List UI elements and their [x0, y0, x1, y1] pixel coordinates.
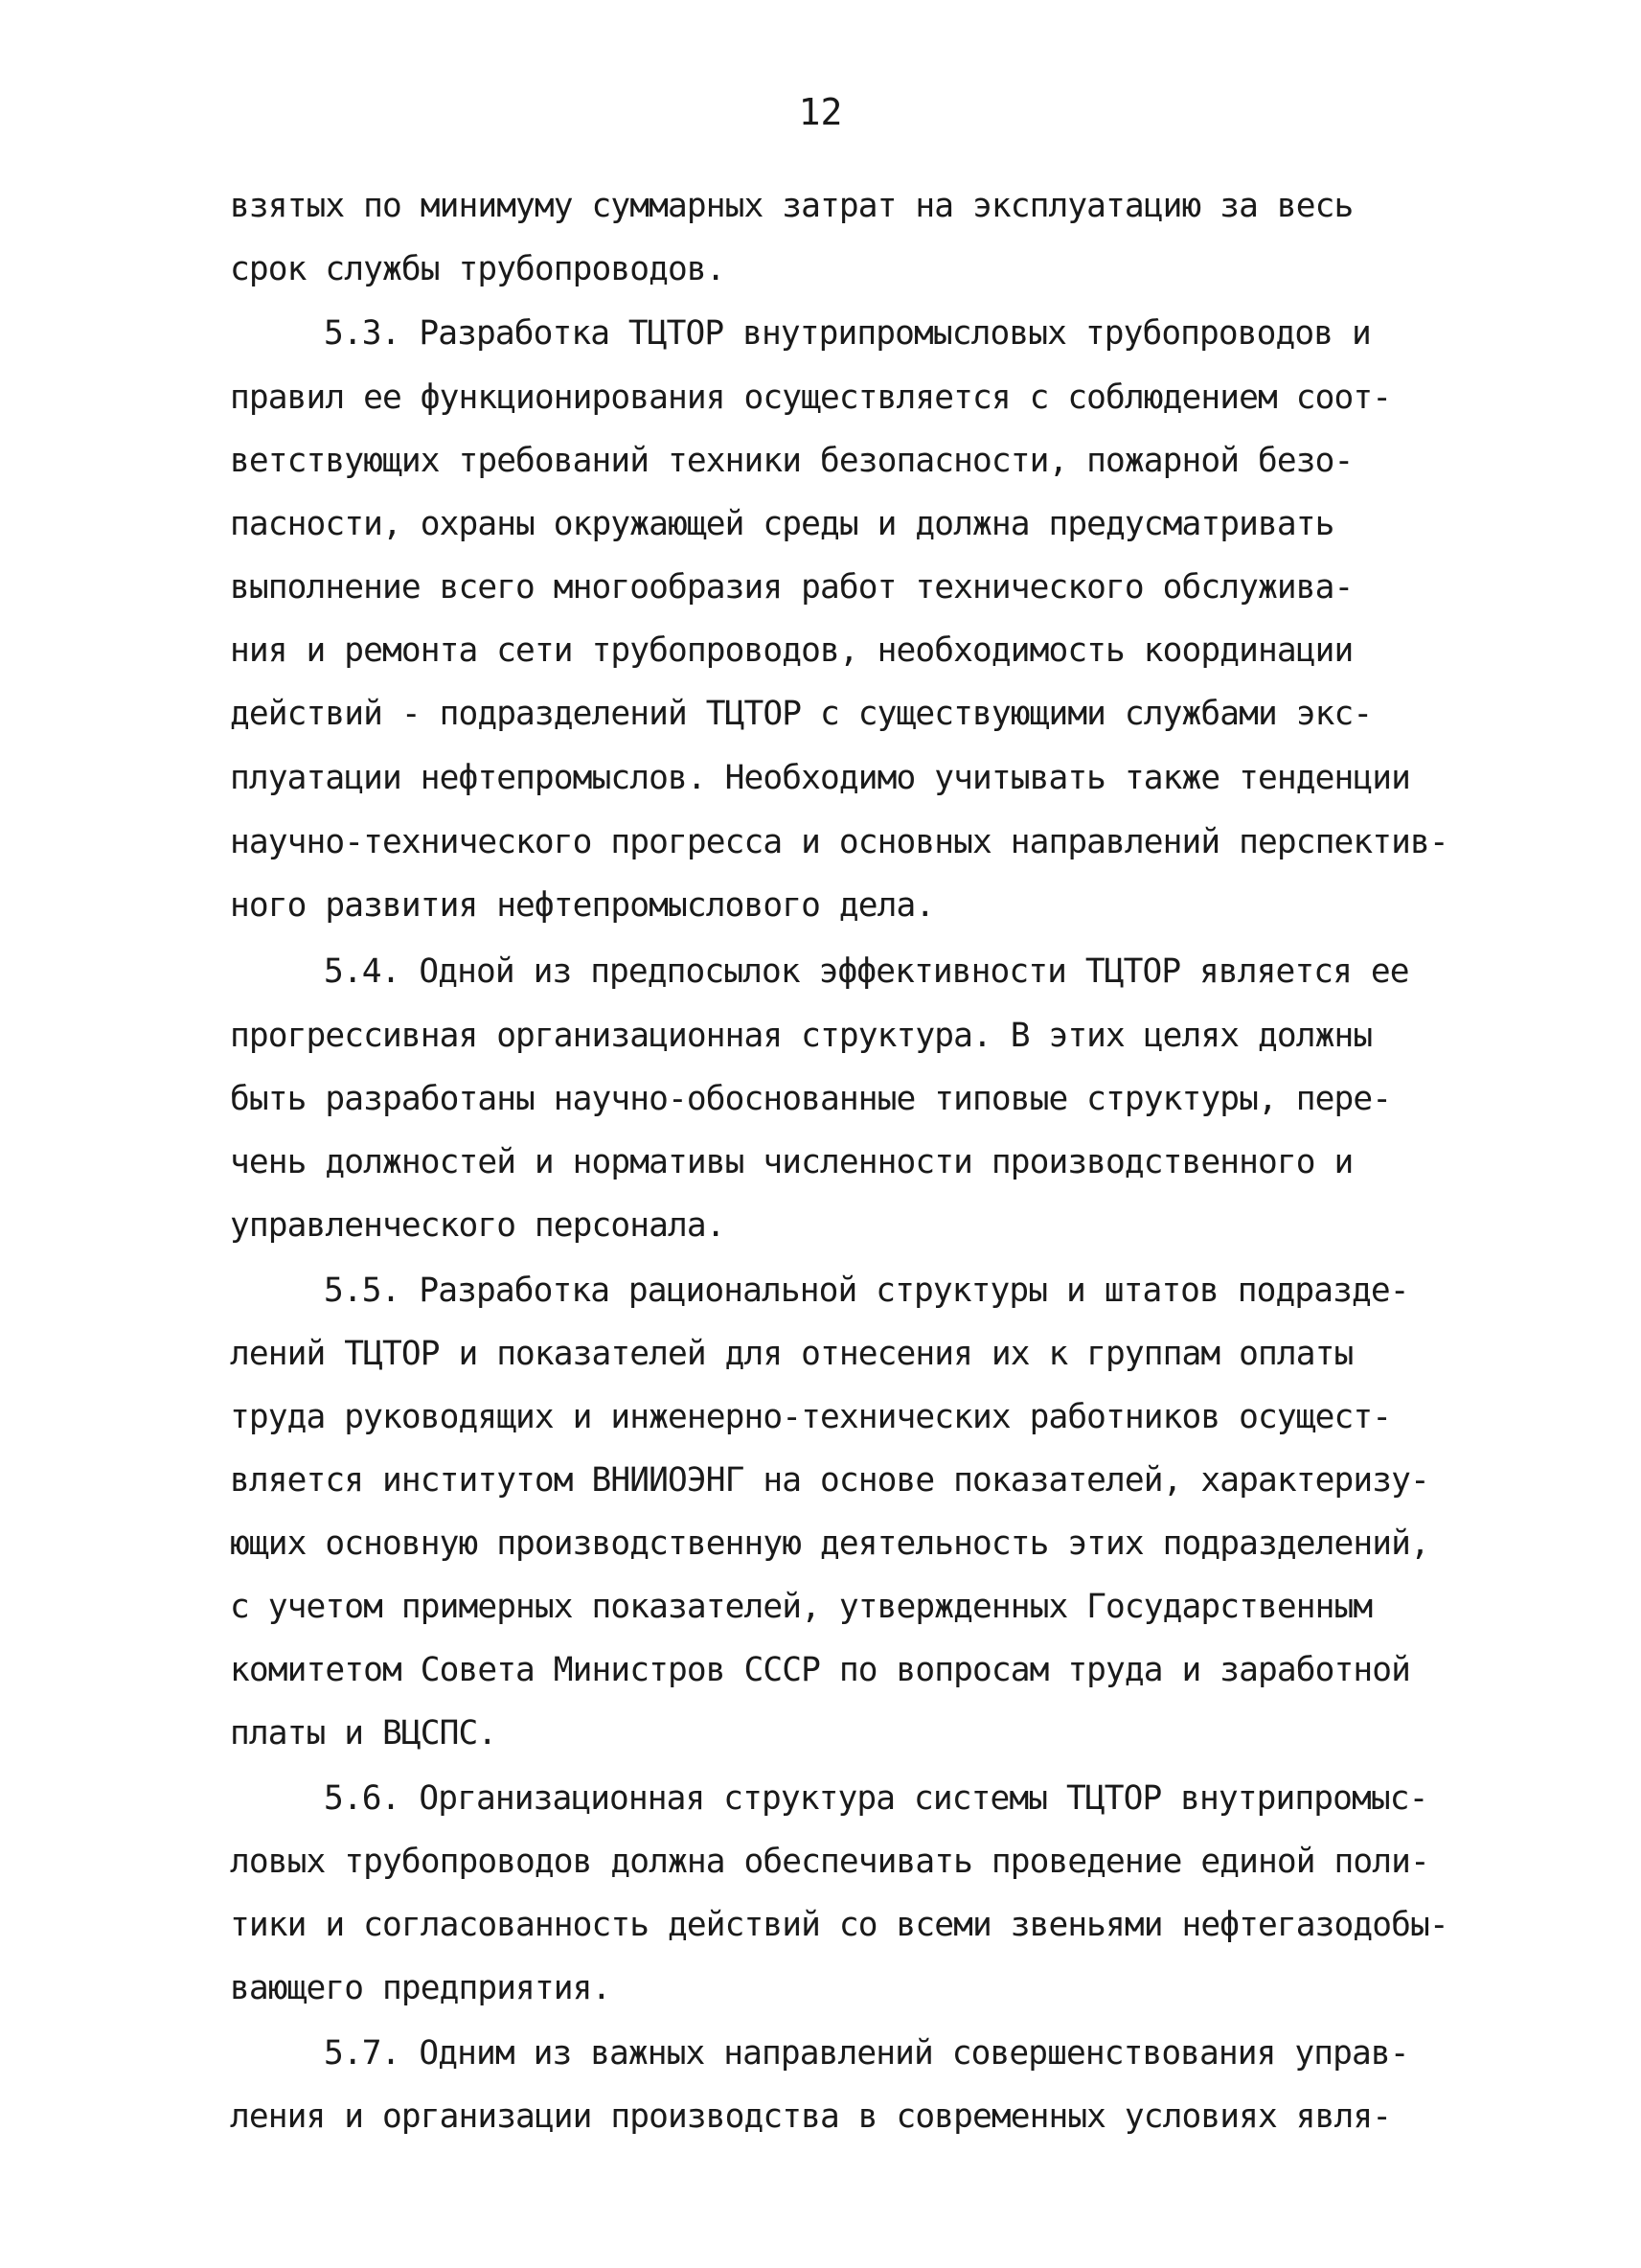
text-line: взятых по минимуму суммарных затрат на эксплуатацию за весь: [230, 187, 1354, 225]
text-line: тики и согласованность действий со всеми звеньями нефтегазодобы-: [230, 1906, 1448, 1944]
text-line: срок службы трубопроводов.: [230, 250, 725, 288]
text-line: прогрессивная организационная структура. В этих целях должны: [230, 1017, 1373, 1055]
page-number: 12: [798, 91, 843, 133]
text-line: ления и организации производства в современных условиях явля-: [230, 2097, 1392, 2136]
text-line: правил ее функционирования осуществляется с соблюдением соот-: [230, 378, 1392, 417]
text-line: научно-технического прогресса и основных направлений перспектив-: [230, 823, 1448, 861]
text-line: платы и ВЦСПС.: [230, 1714, 497, 1753]
paragraph-5-5-first-line: 5.5. Разработка рациональной структуры и штатов подразде-: [324, 1271, 1409, 1310]
text-line: управленческого персонала.: [230, 1206, 725, 1245]
paragraph-5-7-first-line: 5.7. Одним из важных направлений совершенствования управ-: [324, 2034, 1409, 2073]
text-line: ветствующих требований техники безопасности, пожарной безо-: [230, 442, 1354, 480]
text-line: вляется институтом ВНИИОЭНГ на основе показателей, характеризу-: [230, 1461, 1429, 1500]
text-line: комитетом Совета Министров СССР по вопросам труда и заработной: [230, 1651, 1410, 1689]
text-line: быть разработаны научно-обоснованные типовые структуры, пере-: [230, 1080, 1392, 1118]
text-line: ловых трубопроводов должна обеспечивать проведение единой поли-: [230, 1843, 1429, 1881]
paragraph-5-6-first-line: 5.6. Организационная структура системы ТЦТОР внутрипромыс-: [324, 1779, 1428, 1818]
paragraph-5-4-first-line: 5.4. Одной из предпосылок эффективности ТЦТОР является ее: [324, 952, 1409, 991]
text-line: ющих основную производственную деятельность этих подразделений,: [230, 1524, 1429, 1563]
text-line: действий - подразделений ТЦТОР с существующими службами экс-: [230, 695, 1373, 733]
text-line: выполнение всего многообразия работ технического обслужива-: [230, 568, 1354, 607]
paragraph-5-3-first-line: 5.3. Разработка ТЦТОР внутрипромысловых трубопроводов и: [324, 314, 1371, 353]
text-line: ного развития нефтепромыслового дела.: [230, 886, 935, 925]
text-line: ния и ремонта сети трубопроводов, необходимость координации: [230, 631, 1354, 670]
text-line: плуатации нефтепромыслов. Необходимо учитывать также тенденции: [230, 759, 1410, 797]
text-line: с учетом примерных показателей, утвержденных Государственным: [230, 1588, 1373, 1626]
text-line: лений ТЦТОР и показателей для отнесения их к группам оплаты: [230, 1335, 1354, 1373]
text-line: вающего предприятия.: [230, 1969, 611, 2007]
text-line: труда руководящих и инженерно-технических работников осущест-: [230, 1398, 1392, 1436]
text-line: пасности, охраны окружающей среды и должна предусматривать: [230, 505, 1334, 543]
text-line: чень должностей и нормативы численности производственного и: [230, 1143, 1354, 1181]
